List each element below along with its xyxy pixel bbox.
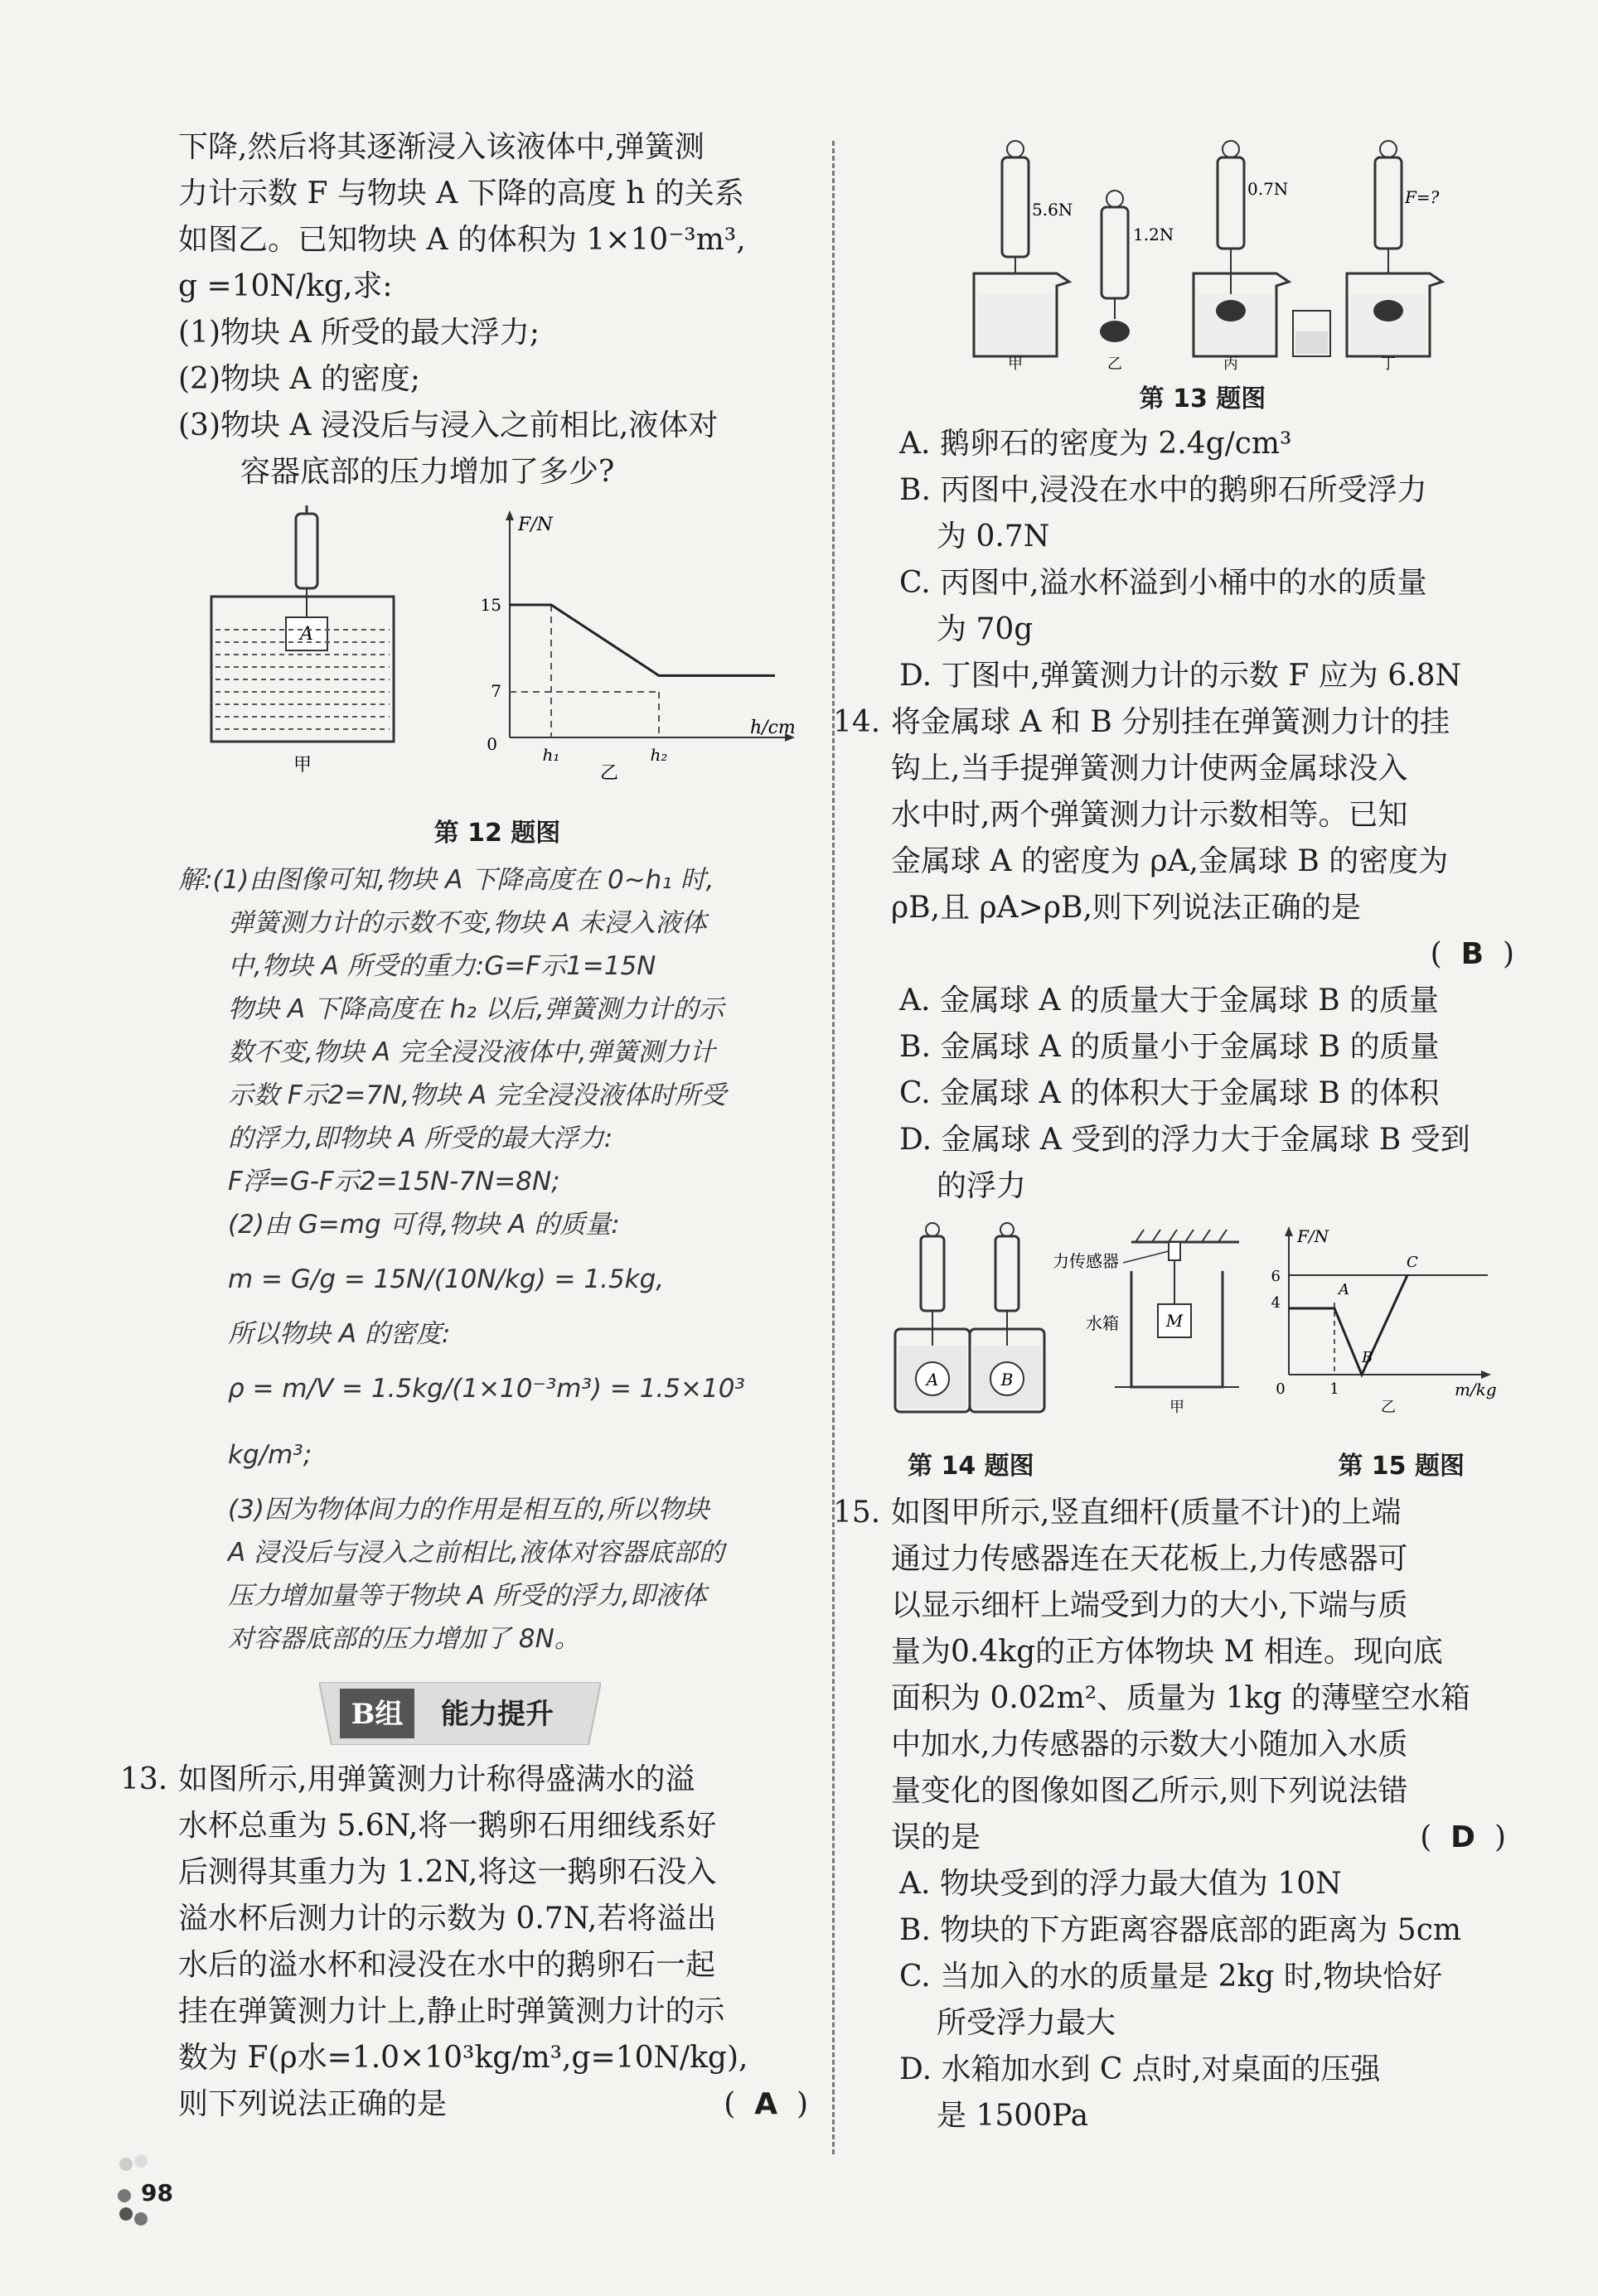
- fig15-jia: [1053, 1230, 1239, 1416]
- fig13-reading: 0.7N: [1247, 179, 1289, 199]
- q13-text: [120, 1757, 816, 2128]
- fig12-jia-label: 甲: [293, 755, 312, 776]
- q12-line: 下降,然后将其逐渐浸入该液体中,弹簧测: [178, 130, 705, 164]
- solution-line: 物块 A 下降高度在 h₂ 以后,弹簧测力计的示: [228, 994, 724, 1024]
- fig14-ball-label: A: [926, 1370, 939, 1390]
- q15-text: [833, 1490, 1514, 2139]
- q14-line: ρB,且 ρA>ρB,则下列说法正确的是: [891, 891, 1361, 925]
- right-column: [833, 133, 1514, 2139]
- column-divider: [832, 141, 835, 2154]
- q15-line: 如图甲所示,竖直细杆(质量不计)的上端: [891, 1496, 1402, 1530]
- banner-group: B组: [351, 1698, 404, 1731]
- q12-line: 力计示数 F 与物块 A 下降的高度 h 的关系: [178, 176, 744, 210]
- q13-line: 溢水杯后测力计的示数为 0.7N,若将溢出: [178, 1902, 717, 1936]
- q13-line: 后测得其重力为 1.2N,将这一鹅卵石没入: [178, 1855, 717, 1889]
- q15-option-cont: 是 1500Pa: [937, 2099, 1089, 2133]
- q14-line: 钩上,当手提弹簧测力计使两金属球没入: [891, 752, 1408, 785]
- figure-12: [178, 505, 816, 804]
- fig15-sensor-label: 力传感器: [1053, 1251, 1119, 1271]
- solution-line: F浮=G-F示2=15N-7N=8N;: [228, 1167, 560, 1196]
- q12-line: (2)物块 A 的密度;: [178, 362, 421, 396]
- fig13-jia: [974, 141, 1073, 373]
- q14-option: C. 金属球 A 的体积大于金属球 B 的体积: [899, 1076, 1440, 1110]
- q14-option-cont: 的浮力: [937, 1169, 1027, 1203]
- q15-option: C. 当加入的水的质量是 2kg 时,物块恰好: [899, 1960, 1443, 1994]
- fig15-caption: 第 15 题图: [1338, 1452, 1465, 1481]
- q12-text: [178, 124, 816, 495]
- solution-line: 中,物块 A 所受的重力:G=F示1=15N: [228, 951, 656, 981]
- q13-number: 13.: [120, 1762, 168, 1796]
- solution-line: 示数 F示2=7N,物块 A 完全浸没液体时所受: [228, 1080, 727, 1110]
- page-number: 98: [141, 2179, 173, 2207]
- fig15-origin: 0: [1276, 1380, 1286, 1398]
- q14-answer: B: [1460, 937, 1484, 971]
- q15-answer-bracket: ( D ): [1420, 1820, 1506, 1854]
- q15-option: A. 物块受到的浮力最大值为 10N: [899, 1867, 1342, 1901]
- fig15-y-tick-4: 4: [1271, 1294, 1281, 1312]
- fig13-label: 甲: [1008, 355, 1023, 373]
- fig12-y-tick-15: 15: [480, 595, 501, 615]
- q13-option-cont: 为 70g: [937, 612, 1034, 646]
- q14-line: 水中时,两个弹簧测力计示数相等。已知: [891, 798, 1408, 832]
- q15-option-cont: 所受浮力最大: [937, 2006, 1116, 2040]
- solution-line: m = G/g = 15N/(10N/kg) = 1.5kg,: [228, 1264, 665, 1294]
- q12-line: (1)物块 A 所受的最大浮力;: [178, 316, 540, 350]
- fig15-y-tick-6: 6: [1271, 1268, 1281, 1285]
- q12-line: g =10N/kg,求:: [178, 269, 393, 303]
- q15-option: D. 水箱加水到 C 点时,对桌面的压强: [899, 2052, 1381, 2086]
- q15-line: [891, 1815, 1514, 1861]
- q13-answer-bracket: ( A ): [724, 2087, 808, 2121]
- fig15-x-axis-label: m/kg: [1455, 1380, 1497, 1399]
- fig14-ball-label: B: [1000, 1370, 1014, 1390]
- fig15-block-label: M: [1165, 1311, 1184, 1331]
- fig13-label: 丙: [1223, 355, 1238, 373]
- fig15-x-tick-1: 1: [1329, 1380, 1339, 1398]
- fig13-ding: [1347, 141, 1442, 373]
- fig14: [895, 1223, 1044, 1412]
- fig12-data-line: [510, 605, 775, 675]
- fig13-label: 丁: [1381, 355, 1396, 373]
- fig15-point-label: C: [1407, 1254, 1418, 1271]
- fig15-y-axis-label: F/N: [1297, 1226, 1329, 1246]
- fig15-point-label: B: [1362, 1349, 1373, 1366]
- q13-line: 水后的溢水杯和浸没在水中的鹅卵石一起: [178, 1948, 716, 1982]
- solution-line: 的浮力,即物块 A 所受的最大浮力:: [228, 1124, 613, 1153]
- q14-answer-bracket: ( B ): [1430, 937, 1514, 971]
- fig14-15-captions: [891, 1445, 1514, 1482]
- q13-line: 数为 F(ρ水=1.0×10³kg/m³,g=10N/kg),: [178, 2041, 748, 2075]
- solution-line: ρ = m/V = 1.5kg/(1×10⁻³m³) = 1.5×10³ kg/m³;: [228, 1374, 745, 1470]
- fig15-jia-label: 甲: [1169, 1399, 1184, 1416]
- q14-line: 将金属球 A 和 B 分别挂在弹簧测力计的挂: [891, 705, 1450, 739]
- banner-title: 能力提升: [441, 1698, 554, 1731]
- fig12-yi-label: 乙: [599, 763, 619, 784]
- q12-line: 如图乙。已知物块 A 的体积为 1×10⁻³m³,: [178, 223, 746, 257]
- q13-line: [178, 2081, 816, 2128]
- solution-line: 弹簧测力计的示数不变,物块 A 未浸入液体: [228, 908, 707, 938]
- q13-line: 如图所示,用弹簧测力计称得盛满水的溢: [178, 1762, 695, 1796]
- fig13-caption: 第 13 题图: [1139, 384, 1266, 413]
- q15-line: 面积为 0.02m²、质量为 1kg 的薄壁空水箱: [891, 1681, 1470, 1715]
- fig12-yi-chart: [481, 510, 796, 784]
- solution-line: 解:(1)由图像可知,物块 A 下降高度在 0~h₁ 时,: [178, 865, 714, 895]
- fig12-jia: [211, 505, 394, 776]
- q15-number: 15.: [833, 1496, 881, 1530]
- fig15-yi-chart: [1271, 1226, 1497, 1416]
- fig14-caption: 第 14 题图: [908, 1452, 1034, 1481]
- solution-line: (3)因为物体间力的作用是相互的,所以物块: [228, 1495, 709, 1525]
- fig12-block-label: A: [300, 624, 313, 645]
- q13-option: D. 丁图中,弹簧测力计的示数 F 应为 6.8N: [899, 659, 1461, 693]
- q14-option: A. 金属球 A 的质量大于金属球 B 的质量: [899, 984, 1440, 1017]
- solution-line: 数不变,物块 A 完全浸没液体中,弹簧测力计: [228, 1037, 715, 1067]
- q15-line: 通过力传感器连在天花板上,力传感器可: [891, 1542, 1408, 1576]
- solution-line: A 浸没后与浸入之前相比,液体对容器底部的: [228, 1538, 724, 1568]
- fig12-x-axis-label: h/cm: [750, 718, 796, 738]
- fig12-x-tick-h1: h₁: [542, 745, 560, 765]
- q15-line: 量变化的图像如图乙所示,则下列说法错: [891, 1774, 1408, 1808]
- q12-line: 容器底部的压力增加了多少?: [240, 455, 615, 489]
- q13-option: A. 鹅卵石的密度为 2.4g/cm³: [899, 427, 1292, 461]
- section-banner: [319, 1682, 601, 1745]
- fig12-y-axis-label: F/N: [518, 515, 553, 535]
- q14-option: D. 金属球 A 受到的浮力大于金属球 B 受到: [899, 1123, 1470, 1157]
- solution-line: 对容器底部的压力增加了 8N。: [228, 1624, 580, 1654]
- fig13-reading: 5.6N: [1032, 200, 1073, 220]
- left-column: [178, 124, 816, 1660]
- fig13-label: 乙: [1107, 355, 1122, 373]
- q14-text: [833, 699, 1514, 1210]
- solution-line: (2)由 G=mg 可得,物块 A 的质量:: [228, 1210, 620, 1240]
- q13-line: 水杯总重为 5.6N,将一鹅卵石用细线系好: [178, 1809, 717, 1843]
- solution-line: 所以物块 A 的密度:: [228, 1319, 451, 1349]
- q12-line: (3)物块 A 浸没后与浸入之前相比,液体对: [178, 408, 719, 442]
- q15-line: 以显示细杆上端受到力的大小,下端与质: [891, 1588, 1408, 1622]
- q13-line: 挂在弹簧测力计上,静止时弹簧测力计的示: [178, 1994, 725, 2028]
- q15-option: B. 物块的下方距离容器底部的距离为 5cm: [899, 1913, 1461, 1947]
- fig13-reading: F=?: [1405, 187, 1440, 207]
- figures-14-15: [891, 1221, 1514, 1445]
- fig12-origin: 0: [487, 734, 497, 754]
- q14-number: 14.: [833, 705, 881, 739]
- q12-solution: [178, 858, 816, 1660]
- q13-option-cont: 为 0.7N: [937, 520, 1050, 553]
- figure-13: [891, 133, 1514, 373]
- fig12-y-tick-7: 7: [491, 681, 501, 701]
- q13-option: C. 丙图中,溢水杯溢到小桶中的水的质量: [899, 566, 1427, 600]
- q14-option: B. 金属球 A 的质量小于金属球 B 的质量: [899, 1030, 1440, 1064]
- fig13-reading: 1.2N: [1133, 225, 1174, 244]
- fig15-tank-label: 水箱: [1086, 1313, 1119, 1333]
- fig15-point-label: A: [1339, 1281, 1349, 1298]
- q15-line-text: 误的是: [891, 1820, 981, 1854]
- q13-option: B. 丙图中,浸没在水中的鹅卵石所受浮力: [899, 473, 1427, 507]
- q13-line-text: 则下列说法正确的是: [178, 2087, 448, 2121]
- q15-line: 量为0.4kg的正方体物块 M 相连。现向底: [891, 1635, 1443, 1669]
- fig13-yi: [1100, 191, 1174, 373]
- solution-line: 压力增加量等于物块 A 所受的浮力,即液体: [228, 1581, 707, 1611]
- q15-line: 中加水,力传感器的示数大小随加入水质: [891, 1728, 1408, 1762]
- fig12-x-tick-h2: h₂: [650, 745, 668, 765]
- q13-options: [891, 421, 1514, 699]
- q14-line: 金属球 A 的密度为 ρA,金属球 B 的密度为: [891, 844, 1449, 878]
- fig15-yi-label: 乙: [1381, 1399, 1396, 1416]
- q15-answer: D: [1450, 1820, 1476, 1854]
- fig13-bing: [1194, 141, 1330, 373]
- q13-answer: A: [754, 2087, 778, 2121]
- fig12-caption: 第 12 题图: [433, 819, 561, 848]
